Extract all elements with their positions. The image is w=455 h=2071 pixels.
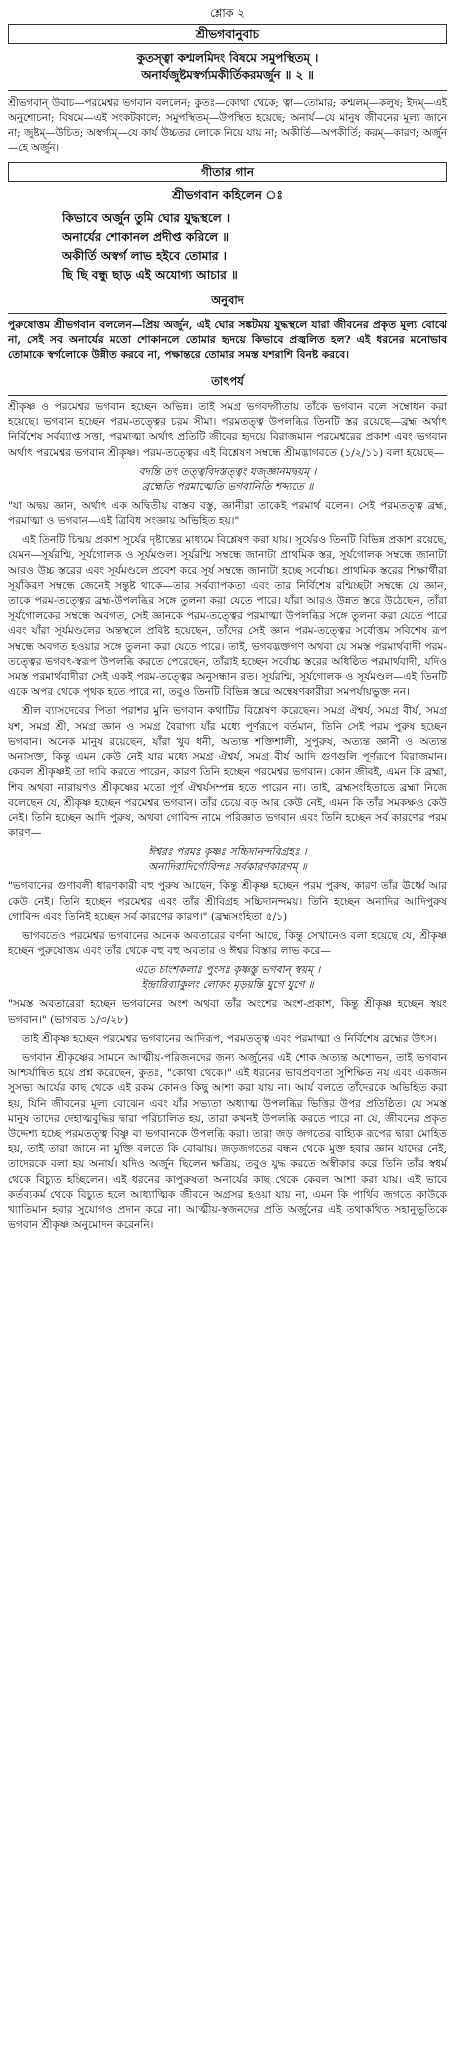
divider (8, 395, 447, 396)
quote-line: অনাদিরাদির্গোবিন্দঃ সর্বকারণকারণম্ ॥ (148, 861, 307, 874)
quote-line: বদন্তি তৎ তত্ত্ববিদস্তত্ত্বং যজ্জ্ঞানমদ্বয়ম্ । (138, 465, 317, 478)
quote-verse (8, 845, 447, 875)
word-synonyms: শ্রীভগবান্ উবাচ—পরমেশ্বর ভগবান বললেন; কুতঃ—কোথা থেকে; ত্বা—তোমার; কশ্মলম্—কলুষ; ইদম্—এই অনুশোচনা; বিষমে—এই সংকটকালে; সমুপস্থিতম্—উপস্থিত হয়েছে; অনার্য—যে মানুষ জীবনের মূল্য জানে না; জুষ্টম্—উচিত; অস্বর্গ্যম্—যে কার্য উচ্চতর লোকে নিয়ে যায় না; অকীর্তি—অপকীর্তি; করম্—কারণ; অর্জুন—হে অর্জুন। (8, 97, 447, 155)
translation-text: পুরুষোত্তম শ্রীভগবান বললেন—প্রিয় অর্জুন, এই ঘোর সঙ্কটময় যুদ্ধস্থলে যারা জীবনের প্রকৃত মূল্য বোঝে না, সেই সব অনার্যের মতো শোকানলে তোমার হৃদয়ে কিভাবে প্রজ্বলিত হল? এই ধরনের মনোভাব তোমাকে স্বর্গলোকে উন্নীত করবে না, পক্ষান্তরে তোমার সমস্ত যশরাশি বিনষ্ট করবে। (8, 318, 447, 362)
purport-title: তাৎপর্য (211, 373, 244, 388)
sanskrit-line: অনার্যজুষ্টমস্বর্গ্যমকীর্তিকরমর্জুন ॥ ২ ॥ (141, 68, 314, 83)
quote-translation: "যা অদ্বয় জ্ঞান, অর্থাৎ এক অদ্বিতীয় বাস্তব বস্তু, জ্ঞানীরা তাকেই পরমার্থ বলেন। সেই পরমতত্ত্ব ব্রহ্ম, পরমাত্মা ও ভগবান—এই ত্রিবিধ সংজ্ঞায় অভিহিত হয়।" (8, 499, 447, 528)
quote-verse (8, 465, 447, 495)
translation-title: অনুবাদ (211, 293, 244, 308)
purport-paragraph: ভাগবতেও পরমেশ্বর ভগবানের অনেক অবতারের বর্ণনা আছে, কিন্তু সেখানেও বলা হয়েছে যে, শ্রীকৃষ্ণ হচ্ছেন পুরুষোত্তম এবং তাঁর থেকে বহু বহু অবতার ও ঈশ্বর বিস্তার লাভ করে— (8, 929, 447, 958)
purport-paragraph: এই তিনটি চিন্ময় প্রকাশ সূর্যের দৃষ্টান্তের মাধ্যমে বিশ্লেষণ করা যায়। সূর্যেরও তিনটি বিভিন্ন প্রকাশ রয়েছে, যেমন—সূর্যরশ্মি, সূর্যগোলক ও সূর্যমণ্ডল। সূর্যরশ্মি সম্বন্ধে জানাটা প্রাথমিক স্তর, সূর্যগোলক সম্বন্ধে জানাটা আরও উচ্চ স্তরের এবং সূর্যমণ্ডলে প্রবেশ করে সূর্য সম্বন্ধে জানাটা হচ্ছে সর্বোচ্চ। প্রাথমিক স্তরের শিক্ষার্থীরা সূর্যকিরণ সম্বন্ধে জেনেই সন্তুষ্ট থাকে—তার সর্বব্যাপকতা এবং তার নির্বিশেষ রশ্মিচ্ছটা সম্বন্ধে যে জ্ঞান, তাকে পরম-তত্ত্বের ব্রহ্ম-উপলব্ধির সঙ্গে তুলনা করা যেতে পারে। যাঁরা আরও উন্নত স্তরে উঠেছেন, তাঁরা সূর্যগোলকের সম্বন্ধে অবগত, সেই জ্ঞানকে পরম-তত্ত্বের পরমাত্মা উপলব্ধির সঙ্গে তুলনা করা যেতে পারে এবং যাঁরা সূর্যমণ্ডলের অন্তস্থলে প্রবিষ্ট হয়েছেন, তাঁদের সেই জ্ঞান পরম-তত্ত্বের সর্বোত্তম সবিশেষ রূপ সম্বন্ধে অবগত হওয়ার সঙ্গে তুলনা করা যেতে পারে। তাই, ভগবদ্ভক্তগণ অথবা যে সমস্ত পরমার্থবাদী পরম-তত্ত্বের ভগবৎ-স্বরূপ উপলব্ধি করতে পেরেছেন, তাঁরাই হচ্ছেন সর্বোচ্চ স্তরের অধিষ্ঠিত পরমার্থবাদী, যদিও সমস্ত পরমার্থবাদীরা সেই একই পরম-তত্ত্বের অনুসন্ধান রত। সূর্যরশ্মি, সূর্যগোলক ও সূর্যমণ্ডল—এই তিনটি একে অপর থেকে পৃথক হতে পারে না, তবুও তিনটি বিভিন্ন স্তরে অন্বেষণকারীরা সমপর্যায়ভুক্ত নন। (8, 534, 447, 699)
purport-paragraph: শ্রীকৃষ্ণ ও পরমেশ্বর ভগবান হচ্ছেন অভিন্ন। তাই সমগ্র ভগবদ্গীতায় তাঁকে ভগবান বলে সম্বোধন করা হয়েছে। ভগবান হচ্ছেন পরম-তত্ত্বের চরম সীমা। পরমতত্ত্ব উপলব্ধির তিনটি স্তর রয়েছে—ব্রহ্ম অর্থাৎ নির্বিশেষ সর্বব্যাপ্ত সত্তা, পরমাত্মা অর্থাৎ প্রতিটি জীবের হৃদয়ে বিরাজমান পরমেশ্বরের প্রকাশ এবং ভগবান অর্থাৎ পরমেশ্বর ভগবান শ্রীকৃষ্ণ। পরম-তত্ত্বের এই বিশ্লেষণ সম্বন্ধে শ্রীমদ্ভাগবতে (১/২/১১) বলা হয়েছে— (8, 401, 447, 459)
divider (8, 313, 447, 314)
quote-translation: "ভগবানের গুণাবলী ধারণকারী বহু পুরুষ আছেন, কিন্তু শ্রীকৃষ্ণ হচ্ছেন পরম পুরুষ, কারণ তাঁর ঊর্ধ্বে আর কেউ নেই। তিনি হচ্ছেন পরমেশ্বর এবং তাঁর শ্রীবিগ্রহ সচ্চিদানন্দময়। তিনি হচ্ছেন অনাদির আদিপুরুষ গোবিন্দ এবং তিনিই হচ্ছেন সর্ব কারণের কারণ।" (ব্রহ্মসংহিতা ৫/১) (8, 880, 447, 923)
song-title: গীতার গান (8, 162, 447, 182)
quote-verse (8, 963, 447, 993)
quote-line: ব্রহ্মেতি পরমাত্মেতি ভগবানিতি শব্দ্যতে ॥ (141, 480, 314, 493)
quote-line: ইন্দ্রারিব্যাকুলং লোকং মৃড়য়ন্তি যুগে যুগে ॥ (141, 979, 314, 992)
verse-number: শ্লোক ২ (210, 6, 245, 20)
song-line: অনার্যের শোকানল প্রদীপ্ত করিলে ॥ (62, 230, 230, 245)
song-verse (8, 209, 447, 285)
quote-line: এতে চাংশকলাঃ পুংসঃ কৃষ্ণস্তু ভগবান্ স্বয়ম্ । (134, 964, 321, 977)
song-line: অকীর্তি অস্বর্গ লাভ হইবে তোমার । (62, 249, 227, 264)
song-subtitle: শ্রীভগবান কহিলেন ঃ (172, 188, 283, 203)
purport-paragraph: ভগবান শ্রীকৃষ্ণের সামনে আত্মীয়-পরিজনদের জন্য অর্জুনের এই শোক অত্যন্ত অশোভন, তাই ভগবান আশ্চর্যান্বিত হয়ে প্রশ্ন করেছেন, কুতঃ, "কোথা থেকে।" এই ধরনের ভাবপ্রবণতা সুশিক্ষিত নয় এবং একজন সুসভ্য আর্যের কাছ থেকে এই রকম কোনও কিছু আশা করা যায় না। আর্য বলতে তাঁদেরকে অভিহিত করা হয়, যিনি জীবনের মূল্য বোঝেন এবং যাঁর সভ্যতা অধ্যাত্ম উপলব্ধির ভিত্তির উপর প্রতিষ্ঠিত। যে সমস্ত মানুষ তাদের দেহাত্মবুদ্ধির দ্বারা পরিচালিত হয়, তারা কখনই উপলব্ধি করতে পারে না যে, জীবনের প্রকৃত উদ্দেশ্য হচ্ছে পরমতত্ত্ব বিষ্ণু বা ভগবানকে উপলব্ধি করা। তারা জড় জগতের বাহ্যিক রূপের দ্বারা মোহিত হয়, তাই তারা জানে না মুক্তি বলতে কি বোঝায়। জড়জগতের বন্ধন থেকে মুক্ত হবার জ্ঞান যাদের নেই, তাদেরকে বলা হয় অনার্য। যদিও অর্জুন ছিলেন ক্ষত্রিয়, তবুও যুদ্ধ করতে অস্বীকার করে তিনি তাঁর স্বধর্ম থেকে বিচ্যুত হচ্ছিলেন। এই ধরনের কাপুরুষতা অনার্যের কাছ থেকে কেবল আশা করা যায়। এই ভাবে কর্তব্যকর্ম থেকে বিচ্যুত হলে আধ্যাত্মিক জীবনে অগ্রসর হওয়া যায় না, এমন কি পার্থিব জগতে কাউকে খ্যাতিমান হবার সুযোগও প্রদান করে না। আত্মীয়-স্বজনদের প্রতি অর্জুনের এই তথাকথিত সহানুভূতিকে ভগবান শ্রীকৃষ্ণ অনুমোদন করেননি। (8, 1051, 447, 1232)
sanskrit-verse (8, 50, 447, 84)
purport-paragraph: শ্রীল ব্যাসদেবের পিতা পরাশর মুনি ভগবান কথাটির বিশ্লেষণ করেছেন। সমগ্র ঐশ্বর্য, সমগ্র বীর্য, সমগ্র যশ, সমগ্র শ্রী, সমগ্র জ্ঞান ও সমগ্র বৈরাগ্য যাঁর মধ্যে পূর্ণরূপে বর্তমান, তিনি সেই পরম পুরুষ হচ্ছেন ভগবান। অনেক মানুষ রয়েছেন, যাঁরা খুব ধনী, অত্যন্ত শক্তিশালী, সুপুরুষ, অত্যন্ত জ্ঞানী ও অত্যন্ত অনাসক্ত, কিন্তু এমন কেউ নেই যার মধ্যে সমগ্র ঐশ্বর্য, সমগ্র বীর্য আদি গুণগুলি পূর্ণরূপে বিরাজমান। কেবল শ্রীকৃষ্ণই তা দাবি করতে পারেন, কারণ তিনি হচ্ছেন পরমেশ্বর ভগবান। কোন জীবই, এমন কি ব্রহ্মা, শিব অথবা নারায়ণও শ্রীকৃষ্ণের মতো পূর্ণ ঐশ্বর্যসম্পন্ন হতে পারেন না। তাই, ব্রহ্মসংহিতাতে ব্রহ্মা নিজে বলেছেন যে, শ্রীকৃষ্ণ হচ্ছেন পরমেশ্বর ভগবান। তাঁর চেয়ে বড় আর কেউ নেই, এমন কি তাঁর সমকক্ষও কেউ নেই। তিনি হচ্ছেন আদি পুরুষ, অথবা গোবিন্দ নামে পরিজ্ঞাত ভগবান এবং তিনি হচ্ছেন সর্ব কারণের পরম কারণ— (8, 705, 447, 840)
quote-translation: "সমস্ত অবতারেরা হচ্ছেন ভগবানের অংশ অথবা তাঁর অংশের অংশ-প্রকাশ, কিন্তু শ্রীকৃষ্ণ হচ্ছেন স্বয়ং ভগবান।" (ভাগবত ১/৩/২৮) (8, 998, 447, 1026)
sanskrit-line: কুতস্ত্বা কশ্মলমিদং বিষমে সমুপস্থিতম্ । (136, 51, 319, 66)
speaker-heading: শ্রীভগবানুবাচ (8, 24, 447, 44)
song-line: ছি ছি বন্ধু ছাড় এই অযোগ্য আচার ॥ (62, 268, 238, 283)
song-line: কিভাবে অর্জুন তুমি ঘোর যুদ্ধস্থলে । (62, 211, 231, 226)
quote-line: ঈশ্বরঃ পরমঃ কৃষ্ণঃ সচ্চিদানন্দবিগ্রহঃ । (148, 846, 307, 859)
divider (8, 90, 447, 91)
purport-paragraph: তাই শ্রীকৃষ্ণ হচ্ছেন পরমেশ্বর ভগবানের আদিরূপ, পরমতত্ত্ব এবং পরমাত্মা ও নির্বিশেষ ব্রহ্মের উৎস। (22, 1032, 437, 1045)
